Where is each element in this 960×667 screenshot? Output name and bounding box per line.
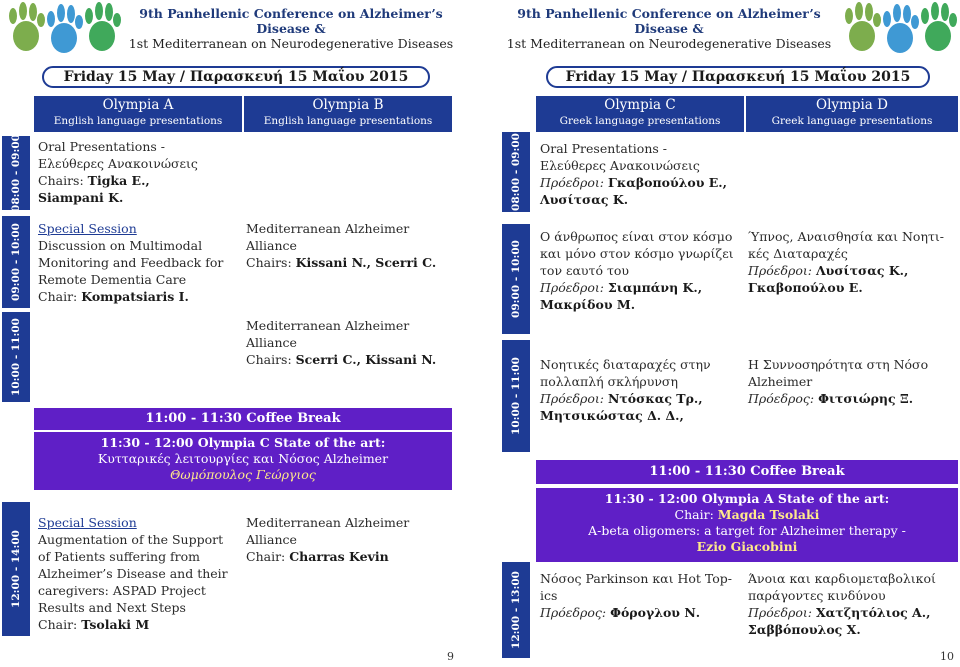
column-subtitle: English language presentations: [53, 115, 223, 127]
time-slot-0900: 09:00 - 10:00: [2, 216, 30, 308]
conference-title-line1: 9th Panhellenic Conference on Alzheimer’s Disease &: [517, 6, 821, 36]
session-c-oral: Oral Presentations - Ελεύθερες Ανακοινώσεις Πρόεδροι: Γκαβοπούλου Ε., Λυσίτσας Κ.: [540, 141, 727, 207]
column-subtitle: Greek language presentations: [559, 115, 721, 127]
special-session-title: Special Session: [38, 515, 137, 530]
session-b-med-1: Mediterranean Alzheimer Alliance Chairs: Kissani N., Scerri C.: [246, 221, 437, 270]
coffee-break-band: 11:00 - 11:30 Coffee Break: [34, 408, 452, 430]
column-name: Olympia C: [604, 97, 676, 113]
time-slot-1000: 10:00 - 11:00: [2, 312, 30, 402]
session-c-0900: Ο άνθρωπος είναι στον κόσμο και μόνο στον κόσμο γνωρίζει τον εαυτό του Πρόεδροι: Σιαμπάνη Κ., Μακρίδου Μ.: [540, 229, 734, 312]
time-slot-1000: 10:00 - 11:00: [502, 340, 530, 452]
time-slot-0800: 08:00 - 09:00: [2, 136, 30, 210]
special-session-title: Special Session: [38, 221, 137, 236]
column-name: Olympia D: [816, 97, 888, 113]
handprint-logo-icon: [4, 2, 122, 62]
page-number: 9: [447, 650, 454, 663]
session-c-1000: Νοητικές διαταραχές στην πολλαπλή σκλήρυνση Πρόεδροι: Ντόσκας Τρ., Μητσικώστας Δ. Δ.,: [540, 357, 711, 423]
session-a-special-2: Special Session Augmentation of the Support of Patients suffering from Alzheimer’s Disease and their caregivers: ASPAD Project Results and Next Steps Chair: Tsolaki M: [38, 514, 243, 633]
conference-title-line1: 9th Panhellenic Conference on Alzheimer’s Disease &: [139, 6, 443, 36]
column-subtitle: Greek language presentations: [771, 115, 933, 127]
time-slot-1200: 12:00 - 14:00: [2, 502, 30, 636]
column-name: Olympia A: [102, 97, 174, 113]
state-of-art-band: 11:30 - 12:00 Olympia A State of the art: Chair: Magda Tsolaki A-beta oligomers: a target for Alzheimer therapy - Ezio Giacobini: [536, 488, 958, 562]
column-header-olympia-c: [536, 96, 744, 132]
session-d-1200: Άνοια και καρδιομεταβολικοί παράγοντες κινδύνου Πρόεδροι: Χατζητόλιος Α., Σαββόπουλος Χ.: [748, 571, 936, 637]
session-d-1000: Η Συννοσηρότητα στη Νόσο Alzheimer Πρόεδρος: Φιτσιώρης Ξ.: [748, 357, 929, 406]
session-c-1200: Νόσος Parkinson και Hot Top- ics Πρόεδρος: Φόρογλου Ν.: [540, 571, 733, 620]
column-subtitle: English language presentations: [263, 115, 433, 127]
session-b-med-3: Mediterranean Alzheimer Alliance Chair: Charras Kevin: [246, 515, 410, 564]
day-header: Friday 15 May / Παρασκευή 15 Μαΐου 2015: [546, 66, 930, 88]
conference-title: [122, 6, 460, 51]
conference-title: [500, 6, 838, 51]
column-name: Olympia B: [312, 97, 384, 113]
time-slot-1200: 12:00 - 13:00: [502, 562, 530, 658]
column-header-olympia-b: [244, 96, 452, 132]
session-d-0900: Ύπνος, Αναισθησία και Νοητι- κές Διαταραχές Πρόεδροι: Λυσίτσας Κ., Γκαβοπούλου Ε.: [748, 229, 944, 295]
conference-title-line2: 1st Mediterranean on Neurodegenerative Diseases: [128, 36, 454, 51]
page-number: 10: [940, 650, 954, 663]
conference-title-line2: 1st Mediterranean on Neurodegenerative Diseases: [506, 36, 832, 51]
time-slot-0800: 08:00 - 09:00: [502, 132, 530, 212]
coffee-break-band: 11:00 - 11:30 Coffee Break: [536, 460, 958, 484]
right-page: [480, 0, 960, 667]
state-of-art-band: 11:30 - 12:00 Olympia C State of the art: Κυτταρικές λειτουργίες και Νόσος Alzheimer Θωμόπουλος Γεώργιος: [34, 432, 452, 490]
session-a-special-1: Special Session Discussion on Multimodal Monitoring and Feedback for Remote Dementia Care Chair: Kompatsiaris I.: [38, 220, 243, 305]
column-header-olympia-a: [34, 96, 242, 132]
column-header-olympia-d: [746, 96, 958, 132]
time-slot-0900: 09:00 - 10:00: [502, 224, 530, 334]
session-a-oral: Oral Presentations - Ελεύθερες Ανακοινώσεις Chairs: Tigka E., Siampani K.: [38, 139, 198, 205]
handprint-logo-icon: [840, 2, 958, 62]
session-b-med-2: Mediterranean Alzheimer Alliance Chairs: Scerri C., Kissani N.: [246, 318, 437, 367]
day-header: Friday 15 May / Παρασκευή 15 Μαΐου 2015: [42, 66, 430, 88]
